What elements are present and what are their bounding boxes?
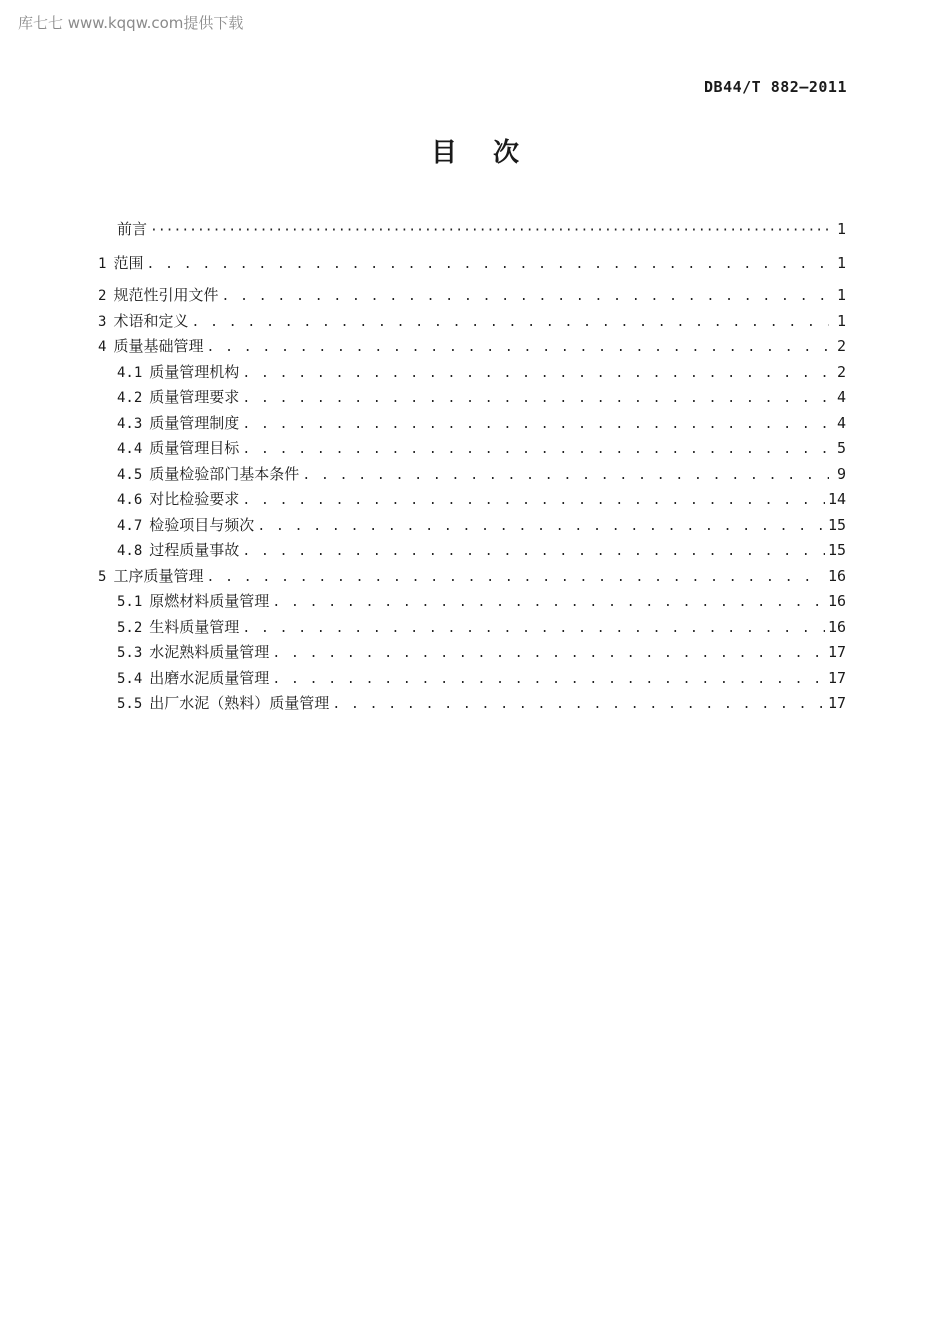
toc-entry-number: 1 xyxy=(98,255,107,272)
watermark-text: 库七七 www.kqqw.com提供下载 xyxy=(18,14,244,32)
toc-entry-page: 1 xyxy=(836,220,846,238)
toc-entry-page: 16 xyxy=(827,617,846,636)
toc-entry-page: 5 xyxy=(836,439,846,457)
toc-entry-number: 5 xyxy=(98,568,107,585)
toc-entry-label: 水泥熟料质量管理 xyxy=(149,643,270,661)
toc-entry-page: 17 xyxy=(827,668,846,687)
toc-entry-number: 5.5 xyxy=(117,696,143,712)
toc-entry-page: 2 xyxy=(836,337,846,355)
toc-entry-page: 2 xyxy=(836,362,846,381)
toc-entry[interactable] xyxy=(98,564,846,590)
toc-entry-list xyxy=(98,251,846,717)
toc-leader-dots xyxy=(242,361,829,387)
toc-entry[interactable] xyxy=(98,462,846,488)
toc-entry-label: 生料质量管理 xyxy=(149,617,240,636)
page-title: 目次 xyxy=(430,138,555,168)
toc-entry-label: 原燃材料质量管理 xyxy=(149,592,270,610)
toc-entry[interactable] xyxy=(98,411,846,437)
toc-entry-label: 出厂水泥（熟料）质量管理 xyxy=(149,694,330,712)
toc-entry-page: 16 xyxy=(827,566,846,585)
toc-entry-page: 4 xyxy=(836,388,846,406)
toc-entry-page: 9 xyxy=(836,464,846,483)
toc-entry-number: 4.3 xyxy=(117,415,143,432)
toc-entry[interactable] xyxy=(98,691,846,717)
toc-leader-dots xyxy=(242,437,829,463)
toc-entry-label: 范围 xyxy=(113,253,144,272)
toc-leader-dots xyxy=(332,692,825,718)
toc-entry[interactable] xyxy=(98,251,846,277)
toc-leader-dots xyxy=(272,641,825,667)
toc-leader-dots xyxy=(242,386,829,412)
toc-entry[interactable] xyxy=(98,283,846,309)
toc-leader-dots xyxy=(242,616,825,642)
toc-entry-number: 4.4 xyxy=(117,441,143,457)
toc-entry-number: 4.6 xyxy=(117,492,143,508)
toc-entry-label: 对比检验要求 xyxy=(149,490,240,508)
toc-leader-dots xyxy=(242,488,825,514)
toc-entry-number: 4 xyxy=(98,339,107,355)
toc-entry[interactable] xyxy=(98,615,846,641)
toc-entry[interactable] xyxy=(98,385,846,411)
toc-entry-number: 5.1 xyxy=(117,594,143,610)
toc-entry[interactable] xyxy=(98,334,846,360)
toc-entry-label: 过程质量事故 xyxy=(149,541,240,559)
toc-entry-page: 15 xyxy=(827,541,846,559)
toc-entry-number: 5.3 xyxy=(117,645,143,661)
toc-entry[interactable] xyxy=(98,436,846,462)
toc-entry[interactable] xyxy=(98,487,846,513)
toc-entry-number: 5.4 xyxy=(117,670,143,687)
toc-entry-preface[interactable] xyxy=(98,217,846,243)
toc-leader-dots xyxy=(221,284,829,310)
toc-entry-number: 4.2 xyxy=(117,390,143,406)
toc-entry-number: 5.2 xyxy=(117,619,143,636)
toc-entry[interactable] xyxy=(98,538,846,564)
toc-entry-label: 前言 xyxy=(117,220,148,238)
toc-entry-label: 质量管理机构 xyxy=(149,362,240,381)
toc-entry-page: 17 xyxy=(827,643,846,661)
toc-leader-dots xyxy=(191,310,829,336)
toc-entry-page: 4 xyxy=(836,413,846,432)
toc-leader-dots xyxy=(257,514,825,540)
toc-leader-dots xyxy=(150,218,829,244)
toc-entry[interactable] xyxy=(98,666,846,692)
toc-leader-dots xyxy=(302,463,829,489)
toc-entry-number: 4.8 xyxy=(117,543,143,559)
toc-entry-number: 4.7 xyxy=(117,517,143,534)
toc-entry-label: 质量基础管理 xyxy=(113,337,204,355)
standard-code: DB44/T 882—2011 xyxy=(704,78,847,96)
toc-entry-page: 1 xyxy=(836,286,846,304)
toc-entry[interactable] xyxy=(98,589,846,615)
toc-leader-dots xyxy=(206,565,824,591)
toc-entry-page: 1 xyxy=(836,311,846,330)
toc-entry-page: 1 xyxy=(836,253,846,272)
toc-leader-dots xyxy=(146,252,829,278)
toc-entry-label: 出磨水泥质量管理 xyxy=(149,668,270,687)
toc-entry-page: 17 xyxy=(827,694,846,712)
toc-entry-label: 检验项目与频次 xyxy=(149,515,255,534)
toc-entry-label: 工序质量管理 xyxy=(113,566,204,585)
toc-leader-dots xyxy=(272,590,825,616)
toc-entry-number: 3 xyxy=(98,313,107,330)
toc-entry[interactable] xyxy=(98,309,846,335)
table-of-contents xyxy=(98,217,846,717)
toc-entry-page: 16 xyxy=(827,592,846,610)
toc-entry-label: 质量管理制度 xyxy=(149,413,240,432)
toc-leader-dots xyxy=(242,412,829,438)
toc-entry-label: 质量检验部门基本条件 xyxy=(149,464,300,483)
toc-entry[interactable] xyxy=(98,513,846,539)
toc-entry-page: 15 xyxy=(827,515,846,534)
toc-entry-page: 14 xyxy=(827,490,846,508)
toc-entry-number: 4.1 xyxy=(117,364,143,381)
toc-leader-dots xyxy=(206,335,829,361)
toc-entry-label: 规范性引用文件 xyxy=(113,286,219,304)
toc-entry-number: 2 xyxy=(98,288,107,304)
toc-entry-number: 4.5 xyxy=(117,466,143,483)
toc-entry[interactable] xyxy=(98,360,846,386)
toc-entry-label: 质量管理要求 xyxy=(149,388,240,406)
toc-entry-label: 质量管理目标 xyxy=(149,439,240,457)
toc-entry-label: 术语和定义 xyxy=(113,311,189,330)
toc-leader-dots xyxy=(242,539,825,565)
toc-leader-dots xyxy=(272,667,825,693)
toc-entry[interactable] xyxy=(98,640,846,666)
